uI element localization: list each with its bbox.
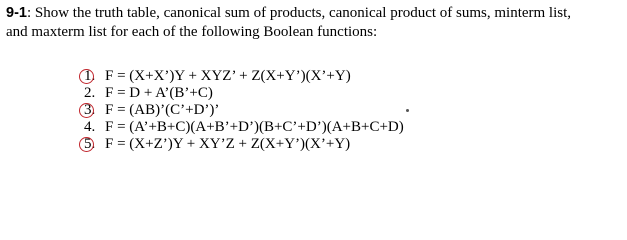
stray-dot-mark bbox=[406, 109, 409, 112]
item-number: 5. bbox=[84, 136, 96, 152]
function-expression: F = (AB)’(C’+D’)’ bbox=[105, 102, 220, 118]
function-item-1 bbox=[84, 68, 604, 85]
function-item-5 bbox=[84, 136, 604, 153]
function-list bbox=[84, 68, 604, 153]
function-expression: F = (X+X’)Y + XYZ’ + Z(X+Y’)(X’+Y) bbox=[105, 68, 351, 84]
function-item-2 bbox=[84, 85, 604, 102]
problem-statement bbox=[6, 4, 621, 42]
function-expression: F = D + A’(B’+C) bbox=[105, 85, 213, 101]
problem-text-line2: and maxterm list for each of the following Boolean functions: bbox=[6, 24, 378, 40]
function-item-4 bbox=[84, 119, 604, 136]
problem-text-line1: : Show the truth table, canonical sum of products, canonical product of sums, minterm list, bbox=[26, 5, 572, 21]
function-expression: F = (A’+B+C)(A+B’+D’)(B+C’+D’)(A+B+C+D) bbox=[105, 119, 404, 135]
circle-annotation-icon bbox=[79, 137, 94, 152]
function-item-3 bbox=[84, 102, 604, 119]
circle-annotation-icon bbox=[79, 103, 94, 118]
function-expression: F = (X+Z’)Y + XY’Z + Z(X+Y’)(X’+Y) bbox=[105, 136, 351, 152]
circle-annotation-icon bbox=[79, 69, 94, 84]
item-number: 1. bbox=[84, 68, 96, 84]
problem-label: 9-1 bbox=[6, 5, 27, 21]
item-number: 2. bbox=[84, 85, 96, 101]
item-number: 4. bbox=[84, 119, 96, 135]
item-number: 3. bbox=[84, 102, 96, 118]
